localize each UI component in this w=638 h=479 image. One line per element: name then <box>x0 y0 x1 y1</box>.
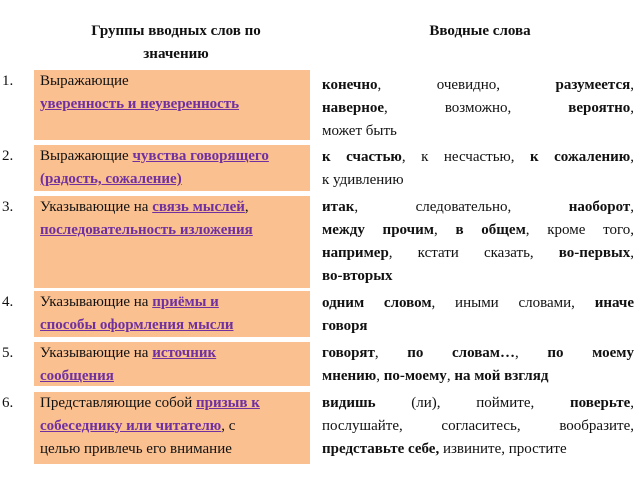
key-word: одним словом <box>322 295 432 311</box>
word-text: , <box>630 245 634 261</box>
row-number: 1. <box>2 73 14 89</box>
word-text: , <box>376 368 384 384</box>
group-text: Выражающие <box>40 148 133 164</box>
key-word: к сожалению <box>530 149 631 165</box>
word-text: , <box>630 100 634 116</box>
group-cell <box>34 392 310 464</box>
words-line <box>322 196 634 219</box>
key-word: вероятно <box>568 100 631 116</box>
group-emphasis: последовательность изложения <box>40 222 253 238</box>
header-groups <box>40 20 312 66</box>
words-line <box>322 169 634 192</box>
key-word: говорят <box>322 345 375 361</box>
row-number: 6. <box>2 395 14 411</box>
header-groups-line1: Группы вводных слов по <box>91 23 261 39</box>
words-line <box>322 415 634 438</box>
words-line <box>322 146 634 169</box>
words-line <box>322 97 634 120</box>
group-text: Выражающие <box>40 73 129 89</box>
word-text: , <box>630 77 634 93</box>
words-line <box>322 438 634 461</box>
group-text: Представляющие собой <box>40 395 197 411</box>
group-cell <box>34 145 310 191</box>
key-word: наоборот <box>568 199 631 215</box>
word-text: , следовательно, <box>354 199 569 215</box>
word-text: извините, простите <box>439 441 567 457</box>
word-text: , <box>630 199 634 215</box>
words-cell <box>322 146 634 192</box>
key-word: наверное <box>322 100 385 116</box>
group-emphasis: способы оформления мысли <box>40 317 234 333</box>
key-word: поверьте <box>569 395 631 411</box>
word-text: , к несчастью, <box>401 149 530 165</box>
header-words: Вводные слова <box>429 23 531 39</box>
word-text: послушайте, согласитесь, вообразите, <box>322 418 634 434</box>
group-emphasis: собеседнику или читателю <box>40 418 222 434</box>
key-word: между прочим <box>322 222 434 238</box>
group-text: , <box>244 199 249 215</box>
words-line <box>322 365 634 388</box>
key-word: итак <box>322 199 355 215</box>
word-text: может быть <box>322 123 397 139</box>
words-line <box>322 219 634 242</box>
key-word: по словам… <box>407 345 516 361</box>
key-word: представьте себе, <box>322 441 440 457</box>
key-word: в общем <box>455 222 526 238</box>
key-word: по моему <box>547 345 635 361</box>
words-line <box>322 265 634 288</box>
words-cell <box>322 292 634 338</box>
row-number: 5. <box>2 345 14 361</box>
words-cell <box>322 392 634 461</box>
group-cell <box>34 291 310 337</box>
group-cell <box>34 70 310 140</box>
group-text: Указывающие на <box>40 199 153 215</box>
word-text: , кроме того, <box>525 222 635 238</box>
row-number: 3. <box>2 199 14 215</box>
key-word: например <box>322 245 389 261</box>
word-text: , <box>374 345 408 361</box>
row-number: 4. <box>2 294 14 310</box>
group-text: Указывающие на <box>40 294 153 310</box>
group-text: Указывающие на <box>40 345 153 361</box>
group-emphasis: (радость, сожаление) <box>40 171 182 187</box>
words-line <box>322 292 634 315</box>
words-line <box>322 242 634 265</box>
key-word: разумеется <box>555 77 631 93</box>
key-word: во-первых <box>558 245 631 261</box>
group-text: целью привлечь его внимание <box>40 441 232 457</box>
group-text: , с <box>221 418 236 434</box>
word-text: , <box>630 395 634 411</box>
words-line <box>322 315 634 338</box>
group-emphasis: связь мыслей <box>152 199 245 215</box>
words-cell <box>322 196 634 288</box>
word-text: (ли), поймите, <box>375 395 570 411</box>
key-word: видишь <box>322 395 376 411</box>
group-emphasis: призыв к <box>196 395 260 411</box>
key-word: к счастью <box>322 149 402 165</box>
words-line <box>322 342 634 365</box>
group-emphasis: чувства говорящего <box>132 148 269 164</box>
group-cell <box>34 342 310 386</box>
key-word: говоря <box>322 318 368 334</box>
key-word: иначе <box>594 295 634 311</box>
word-text: , <box>630 149 634 165</box>
word-text: , <box>433 222 456 238</box>
word-text: , <box>446 368 455 384</box>
word-text: , <box>515 345 548 361</box>
group-emphasis: уверенность и неуверенность <box>40 96 240 112</box>
word-text: , кстати сказать, <box>388 245 559 261</box>
word-text: , иными словами, <box>431 295 595 311</box>
key-word: по-моему <box>383 368 447 384</box>
word-text: к удивлению <box>322 172 404 188</box>
word-text: , возможно, <box>384 100 569 116</box>
header-groups-line2: значению <box>143 46 209 62</box>
key-word: конечно <box>322 77 378 93</box>
key-word: во-вторых <box>322 268 393 284</box>
group-cell <box>34 196 310 288</box>
words-cell <box>322 74 634 143</box>
key-word: на мой взгляд <box>454 368 549 384</box>
key-word: мнению <box>322 368 377 384</box>
words-line <box>322 74 634 97</box>
words-line <box>322 120 634 143</box>
words-line <box>322 392 634 415</box>
words-cell <box>322 342 634 388</box>
row-number: 2. <box>2 148 14 164</box>
word-text: , очевидно, <box>377 77 556 93</box>
group-emphasis: источник <box>152 345 217 361</box>
group-emphasis: приёмы и <box>152 294 219 310</box>
group-emphasis: сообщения <box>40 368 114 384</box>
